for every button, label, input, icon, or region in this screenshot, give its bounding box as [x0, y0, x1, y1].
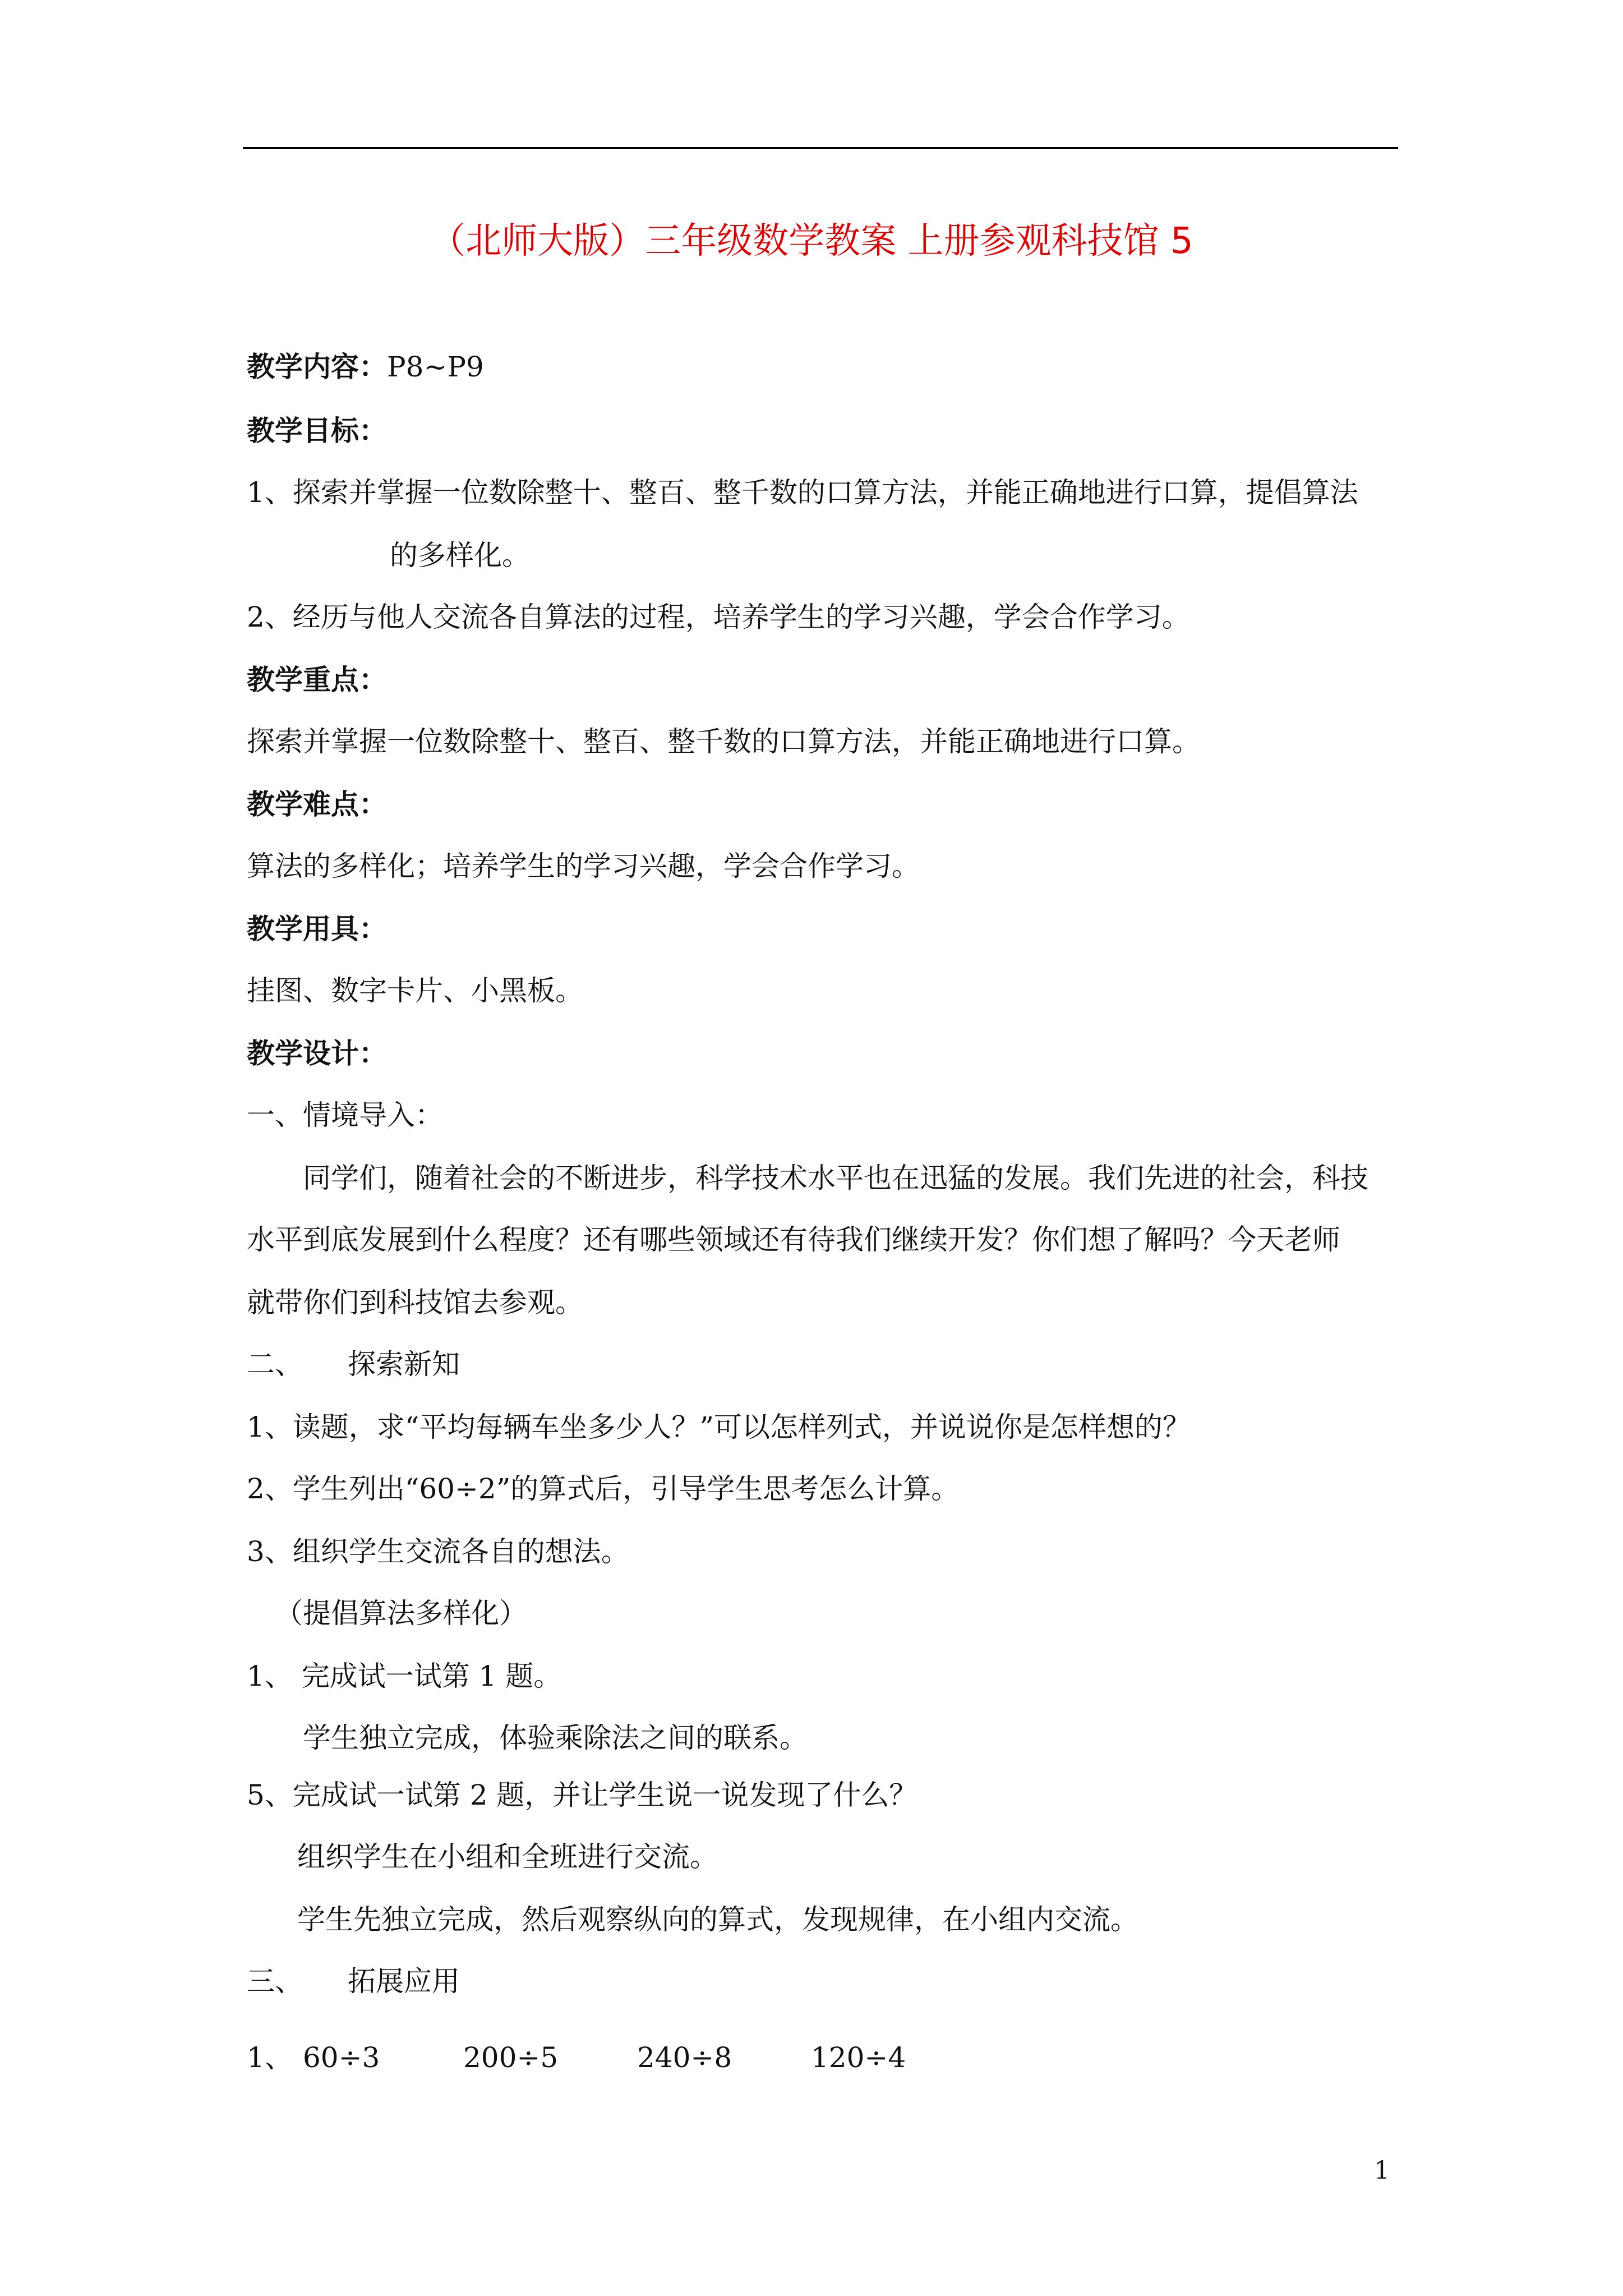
- goal-2: 2、经历与他人交流各自算法的过程，培养学生的学习兴趣，学会合作学习。: [247, 601, 1190, 633]
- document-title: （北师大版）三年级数学教案 上册参观科技馆 5: [430, 220, 1193, 262]
- goals-heading: 教学目标：: [247, 415, 387, 447]
- section-2-number: 二、: [247, 1348, 303, 1381]
- exercise-3: 240÷8: [637, 2041, 732, 2074]
- item-note: （提倡算法多样化）: [275, 1597, 527, 1630]
- tools-text: 挂图、数字卡片、小黑板。: [247, 974, 583, 1007]
- goal-1-line-1: 1、探索并掌握一位数除整十、整百、整千数的口算方法，并能正确地进行口算，提倡算法: [247, 476, 1358, 509]
- exercise-1: 60÷3: [303, 2041, 380, 2074]
- difficulty-text: 算法的多样化；培养学生的学习兴趣，学会合作学习。: [247, 850, 920, 882]
- section-3-title: 拓展应用: [348, 1965, 460, 1998]
- exercise-number: 1、: [247, 2041, 293, 2074]
- section-2-title: 探索新知: [348, 1348, 460, 1381]
- intro-line-1: 同学们，随着社会的不断进步，科学技术水平也在迅猛的发展。我们先进的社会，科技: [303, 1162, 1368, 1194]
- header-rule: [243, 147, 1398, 149]
- item-2: 2、学生列出“60÷2”的算式后，引导学生思考怎么计算。: [247, 1473, 960, 1505]
- intro-line-2: 水平到底发展到什么程度？还有哪些领域还有待我们继续开发？你们想了解吗？今天老师: [247, 1223, 1340, 1256]
- exercise-2: 200÷5: [463, 2041, 559, 2074]
- focus-heading: 教学重点：: [247, 664, 387, 696]
- item-5-detail-1: 组织学生在小组和全班进行交流。: [297, 1841, 718, 1873]
- item-5-detail-2: 学生先独立完成，然后观察纵向的算式，发现规律，在小组内交流。: [297, 1903, 1138, 1936]
- item-1: 1、读题，求“平均每辆车坐多少人？”可以怎样列式，并说说你是怎样想的？: [247, 1411, 1191, 1443]
- item-5: 5、完成试一试第 2 题，并让学生说一说发现了什么？: [247, 1779, 917, 1811]
- focus-text: 探索并掌握一位数除整十、整百、整千数的口算方法，并能正确地进行口算。: [247, 725, 1200, 758]
- item-4-detail: 学生独立完成，体验乘除法之间的联系。: [303, 1722, 808, 1754]
- design-heading: 教学设计：: [247, 1037, 387, 1070]
- goal-1-line-2: 的多样化。: [390, 539, 530, 572]
- item-4: 1、 完成试一试第 1 题。: [247, 1660, 562, 1692]
- exercise-4: 120÷4: [811, 2041, 906, 2074]
- tools-heading: 教学用具：: [247, 913, 387, 945]
- content-line: [247, 350, 484, 384]
- page-number: 1: [1374, 2156, 1390, 2185]
- content-value: P8~P9: [387, 351, 484, 383]
- difficulty-heading: 教学难点：: [247, 788, 387, 821]
- content-label: 教学内容：: [247, 351, 387, 383]
- item-3: 3、组织学生交流各自的想法。: [247, 1535, 629, 1568]
- section-3-number: 三、: [247, 1965, 303, 1998]
- section-1-heading: 一、情境导入：: [247, 1099, 443, 1131]
- intro-line-3: 就带你们到科技馆去参观。: [247, 1286, 583, 1319]
